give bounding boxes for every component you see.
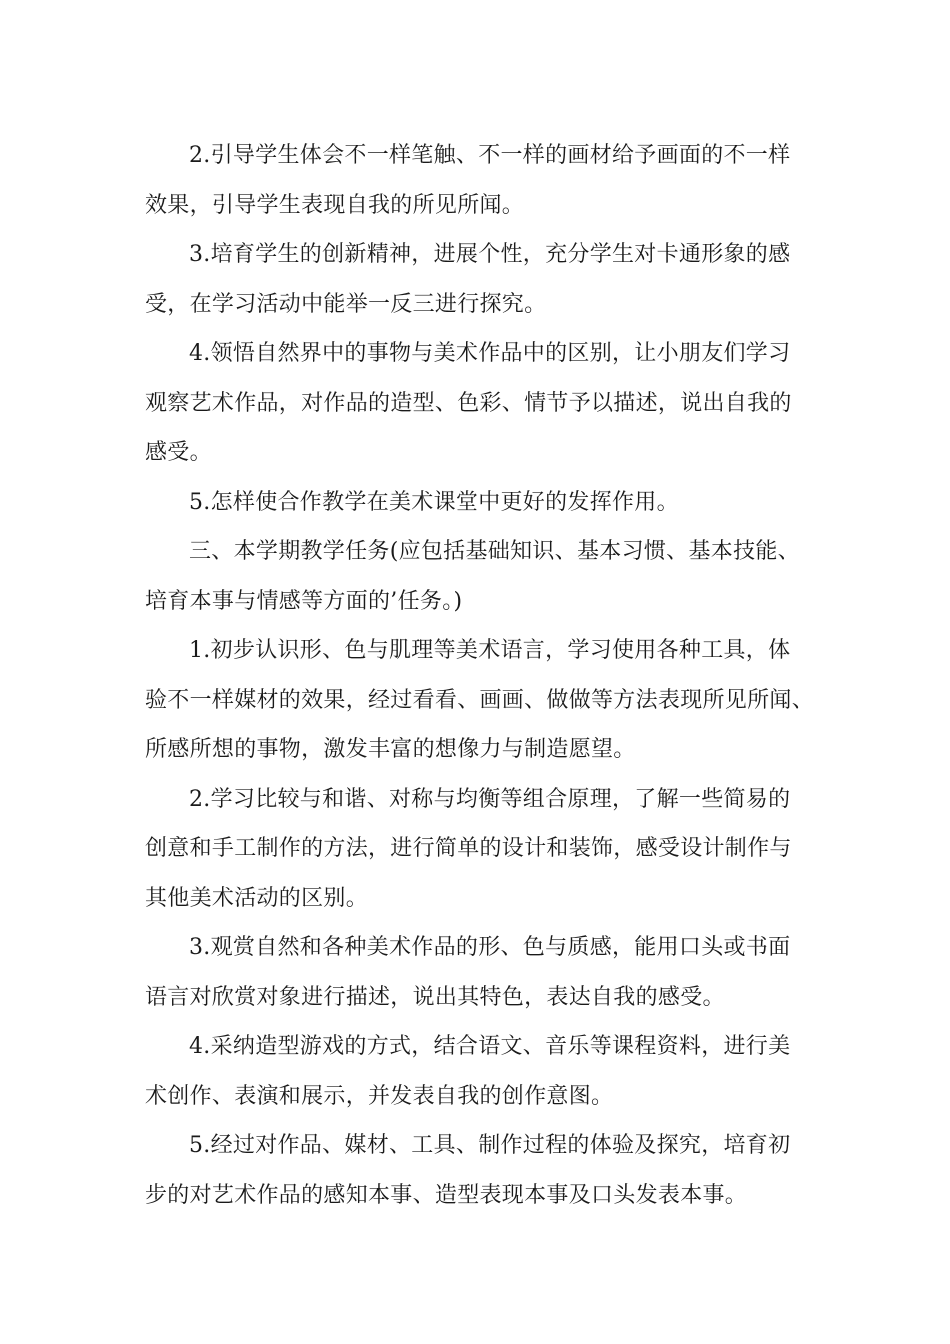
paragraph-line: 术创作、表演和展示，并发表自我的创作意图。 [145,1083,614,1109]
paragraph-line: 所感所想的事物，激发丰富的想像力与制造愿望。 [145,737,636,762]
paragraph-line: 培育本事与情感等方面的’任务。) [145,588,463,614]
paragraph-goal-4 [145,329,810,478]
paragraph-line: 步的对艺术作品的感知本事、造型表现本事及口头发表本事。 [145,1182,748,1208]
paragraph-line: 效果，引导学生表现自我的所见所闻。 [145,192,525,218]
paragraph-line: 3.培育学生的创新精神，进展个性，充分学生对卡通形象的感 [189,242,791,267]
paragraph-goal-3 [145,230,810,329]
document-body [145,131,815,1220]
paragraph-line: 验不一样媒材的效果，经过看看、画画、做做等方法表现所见所闻、 [145,687,815,713]
paragraph-task-2 [145,775,810,924]
paragraph-line: 语言对欣赏对象进行描述，说出其特色，表达自我的感受。 [145,984,725,1010]
paragraph-line: 4.领悟自然界中的事物与美术作品中的区别，让小朋友们学习 [189,341,791,366]
section-heading-tasks [145,527,810,626]
paragraph-goal-2 [145,131,810,230]
paragraph-line: 1.初步认识形、色与肌理等美术语言，学习使用各种工具，体 [189,638,791,663]
paragraph-task-4 [145,1022,810,1121]
paragraph-goal-5 [145,478,810,528]
paragraph-line: 5.经过对作品、媒材、工具、制作过程的体验及探究，培育初 [189,1133,791,1158]
paragraph-line: 2.引导学生体会不一样笔触、不一样的画材给予画面的不一样 [189,143,791,168]
paragraph-line: 三、本学期教学任务(应包括基础知识、基本习惯、基本技能、 [189,539,800,564]
paragraph-line: 4.采纳造型游戏的方式，结合语文、音乐等课程资料，进行美 [189,1034,791,1059]
paragraph-task-3 [145,923,810,1022]
paragraph-line: 2.学习比较与和谐、对称与均衡等组合原理，了解一些简易的 [189,786,791,812]
paragraph-task-5 [145,1121,810,1220]
paragraph-task-1 [145,626,815,775]
paragraph-line: 3.观赏自然和各种美术作品的形、色与质感，能用口头或书面 [189,935,791,960]
paragraph-line: 观察艺术作品，对作品的造型、色彩、情节予以描述，说出自我的 [145,390,792,416]
paragraph-line: 创意和手工制作的方法，进行简单的设计和装饰，感受设计制作与 [145,836,792,861]
paragraph-line: 感受。 [145,440,212,465]
paragraph-line: 受，在学习活动中能举一反三进行探究。 [145,291,547,317]
paragraph-line: 5.怎样使合作教学在美术课堂中更好的发挥作用。 [189,489,679,515]
paragraph-line: 其他美术活动的区别。 [145,885,369,911]
